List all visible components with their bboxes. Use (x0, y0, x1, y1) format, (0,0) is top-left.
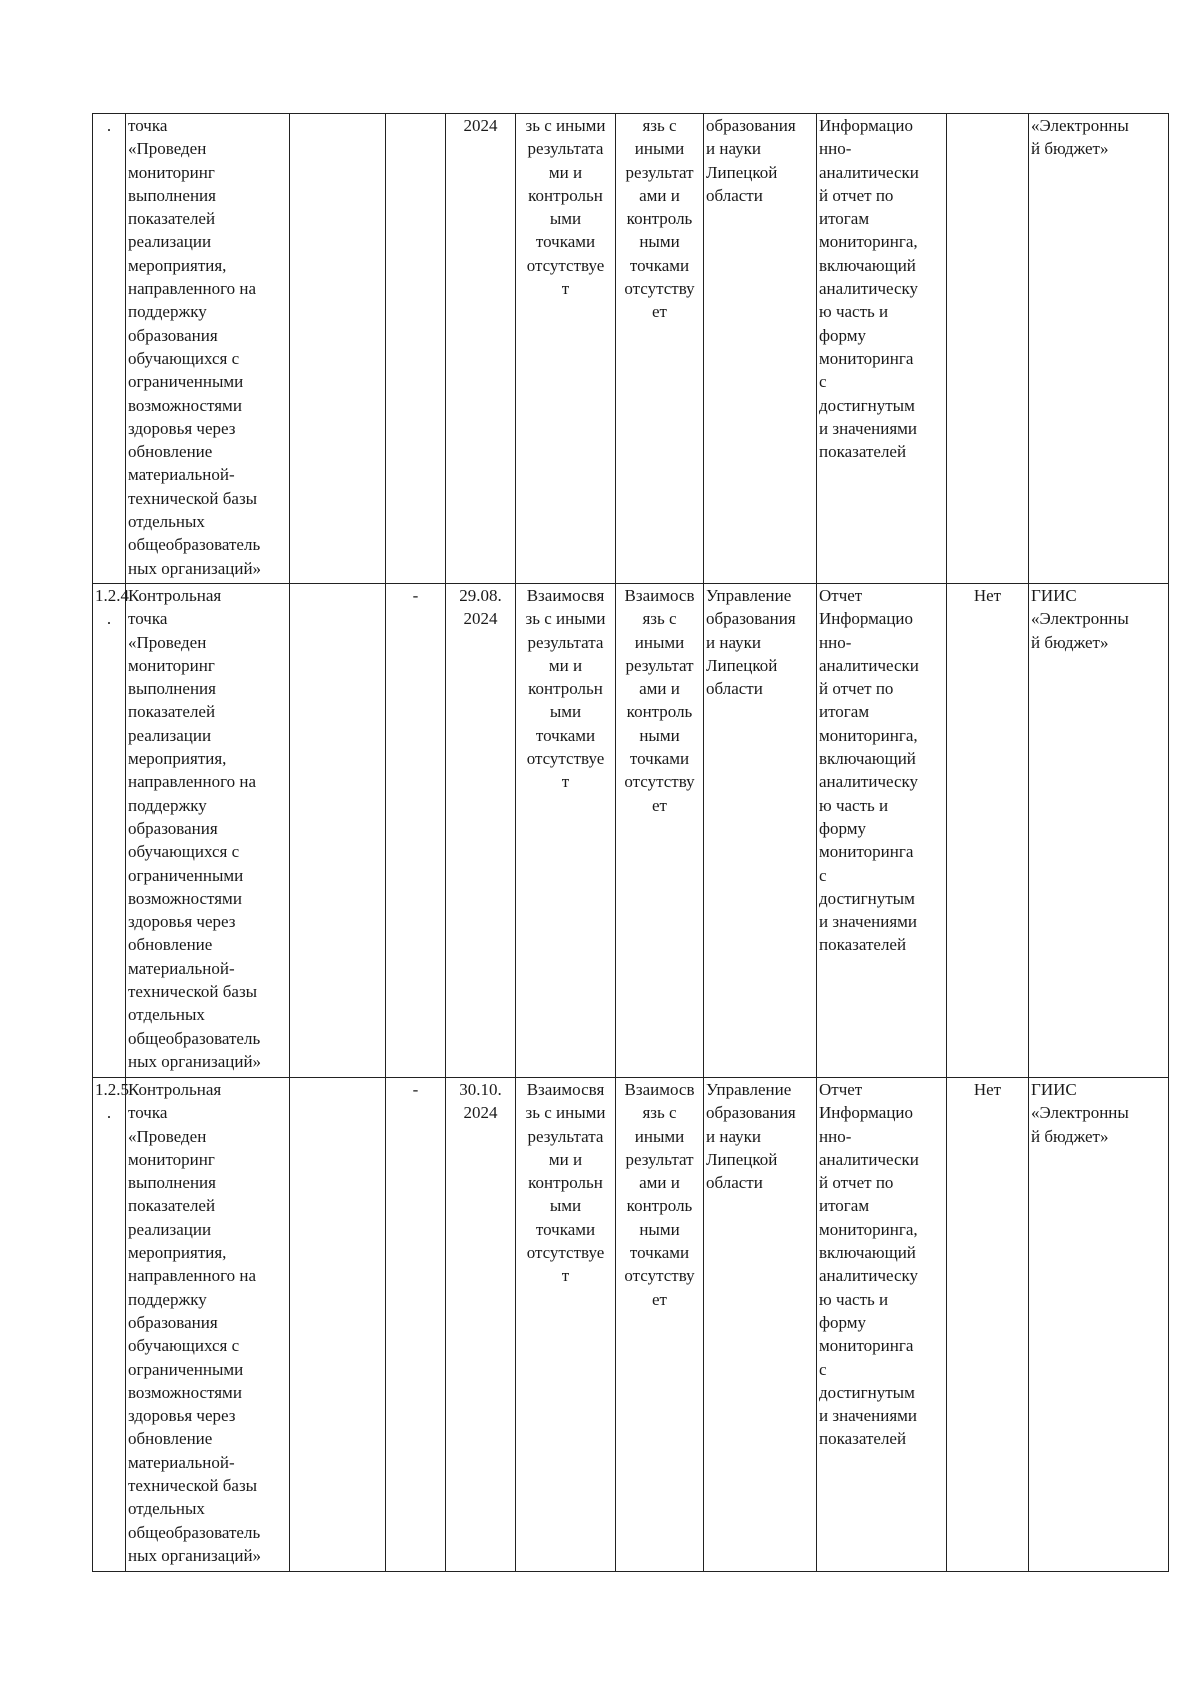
text-line: точка (128, 609, 168, 629)
text-line: язь с (642, 116, 677, 135)
flag-cell (947, 1078, 1029, 1572)
text-line: ГИИС (1031, 586, 1077, 605)
text-line: зь с иными (525, 609, 606, 629)
text-line: Информацио (819, 116, 914, 135)
text-line: отдельных (128, 512, 205, 532)
information-system (1029, 1078, 1169, 1572)
text-line: ных организаций» (128, 1051, 262, 1071)
text-line: Информацио (819, 1103, 914, 1123)
text-line: направленного на (128, 1266, 257, 1286)
text-line: ограниченными (128, 865, 244, 885)
text-line: и значениями (819, 418, 917, 438)
relation-cell (516, 1078, 616, 1572)
due-date (446, 1078, 516, 1572)
text-line: Отчет (819, 586, 863, 605)
text-line: итогам (819, 702, 870, 722)
text-line: . (106, 1103, 112, 1123)
text-line: ными (639, 232, 680, 252)
text-line: отдельных (128, 1005, 205, 1025)
text-line: ет (652, 795, 667, 815)
text-line: отсутствуе (526, 255, 605, 275)
text-line: точка (128, 1103, 168, 1123)
text-line: «Проведен (128, 1126, 207, 1146)
text-line: ми и (548, 655, 583, 675)
text-line: здоровья через (128, 1406, 236, 1426)
text-line: форму (819, 1312, 867, 1332)
document-type (817, 114, 947, 584)
text-line: Взаимосвя (526, 1080, 605, 1099)
text-line: образования (128, 1312, 218, 1332)
text-line: итогам (819, 209, 870, 229)
control-point-name (126, 1078, 290, 1572)
text-line: форму (819, 325, 867, 345)
blank-cell (290, 114, 386, 584)
text-line: Контрольная (128, 1080, 222, 1099)
text-line: отсутству (624, 1266, 695, 1286)
text-line: т (561, 1266, 570, 1286)
text-line: ю часть и (819, 302, 889, 322)
text-line: зь с иными (525, 1103, 606, 1123)
text-line: результата (527, 1126, 604, 1146)
text-line: . (106, 116, 112, 135)
text-line: ет (652, 302, 667, 322)
text-line: ми и (548, 1149, 583, 1169)
text-line: ами и (639, 1173, 680, 1193)
text-line: реализации (128, 232, 212, 252)
row-number (93, 114, 126, 584)
text-line: показателей (819, 935, 907, 955)
text-line: возможностями (128, 888, 242, 908)
text-line: мониторинга, (819, 1219, 918, 1239)
text-line: контрольн (528, 1173, 603, 1193)
text-line: мониторинга (819, 842, 914, 862)
text-line: контрольн (528, 185, 603, 205)
text-line: Взаимосв (624, 586, 695, 605)
relation-cell (516, 584, 616, 1078)
text-line: й отчет по (819, 1173, 894, 1193)
text-line: й отчет по (819, 185, 894, 205)
text-line: ми и (548, 162, 583, 182)
text-line: выполнения (128, 185, 216, 205)
text-line: Информацио (819, 609, 914, 629)
text-line: выполнения (128, 1173, 216, 1193)
text-line: язь с (642, 609, 677, 629)
information-system (1029, 584, 1169, 1078)
text-line: результат (625, 162, 694, 182)
row-number (93, 584, 129, 1078)
text-line: образования (706, 1103, 796, 1123)
text-line: показателей (819, 1429, 907, 1449)
text-line: ограниченными (128, 1359, 244, 1379)
text-line: мероприятия, (128, 255, 227, 275)
text-line: достигнутым (819, 395, 915, 415)
text-line: технической базы (128, 982, 258, 1002)
text-line: нно- (819, 1126, 852, 1146)
text-line: аналитическу (819, 1266, 919, 1286)
document-type (817, 584, 947, 1078)
text-line: форму (819, 818, 867, 838)
text-line: й бюджет» (1031, 632, 1109, 652)
text-line: образования (128, 325, 218, 345)
text-line: здоровья через (128, 418, 236, 438)
text-line: точками (535, 1219, 596, 1239)
text-line: й бюджет» (1031, 1126, 1109, 1146)
text-line: иными (634, 139, 685, 159)
information-system (1029, 114, 1169, 584)
text-line: - (412, 586, 419, 605)
text-line: ограниченными (128, 372, 244, 392)
text-line: 1.2.5 (95, 1080, 129, 1099)
text-line: обучающихся с (128, 1336, 240, 1356)
control-point-name (126, 114, 290, 584)
dash-cell (386, 1078, 446, 1572)
text-line: образования (706, 609, 796, 629)
text-line: контроль (626, 209, 693, 229)
text-line: мониторинг (128, 1149, 215, 1169)
text-line: Отчет (819, 1080, 863, 1099)
text-line: обучающихся с (128, 842, 240, 862)
text-line: реализации (128, 725, 212, 745)
text-line: обновление (128, 935, 213, 955)
table-row (93, 1078, 1169, 1572)
text-line: достигнутым (819, 1382, 915, 1402)
text-line: мониторинга, (819, 725, 918, 745)
text-line: Нет (973, 1080, 1002, 1099)
text-line: Взаимосв (624, 1080, 695, 1099)
text-line: мониторинга (819, 1336, 914, 1356)
text-line: «Электронны (1031, 1103, 1129, 1123)
text-line: ными (639, 725, 680, 745)
text-line: и значениями (819, 912, 917, 932)
text-line: ГИИС (1031, 1080, 1077, 1099)
text-line: ю часть и (819, 795, 889, 815)
relation-cell (616, 584, 704, 1078)
text-line: ыми (549, 209, 582, 229)
text-line: включающий (819, 255, 916, 275)
text-line: материальной- (128, 958, 235, 978)
text-line: реализации (128, 1219, 212, 1239)
text-line: и науки (706, 632, 761, 652)
text-line: мониторинг (128, 162, 215, 182)
text-line: отсутству (624, 279, 695, 299)
text-line: отсутствуе (526, 1243, 605, 1263)
text-line: ыми (549, 1196, 582, 1216)
text-line: области (706, 679, 763, 699)
relation-cell (616, 1078, 704, 1572)
text-line: Взаимосвя (526, 586, 605, 605)
text-line: й отчет по (819, 679, 894, 699)
responsible-body (704, 114, 817, 584)
text-line: аналитически (819, 1149, 919, 1169)
text-line: «Проведен (128, 139, 207, 159)
text-line: язь с (642, 1103, 677, 1123)
text-line: поддержку (128, 795, 207, 815)
text-line: ами и (639, 185, 680, 205)
due-date (446, 114, 516, 584)
text-line: отсутству (624, 772, 695, 792)
text-line: материальной- (128, 1452, 235, 1472)
text-line: Липецкой (706, 1149, 778, 1169)
text-line: выполнения (128, 679, 216, 699)
text-line: ет (652, 1289, 667, 1309)
flag-cell (947, 584, 1029, 1078)
text-line: отдельных (128, 1499, 205, 1519)
text-line: Нет (973, 586, 1002, 605)
text-line: мониторинг (128, 655, 215, 675)
text-line: включающий (819, 1243, 916, 1263)
text-line: технической базы (128, 1476, 258, 1496)
text-line: зь с иными (525, 116, 606, 135)
text-line: поддержку (128, 302, 207, 322)
text-line: точка (128, 116, 168, 135)
text-line: общеобразователь (128, 535, 261, 555)
text-line: аналитическу (819, 772, 919, 792)
relation-cell (616, 114, 704, 584)
text-line: т (561, 772, 570, 792)
text-line: включающий (819, 749, 916, 769)
text-line: показателей (819, 442, 907, 462)
text-line: контроль (626, 1196, 693, 1216)
text-line: Липецкой (706, 162, 778, 182)
text-line: нно- (819, 632, 852, 652)
text-line: аналитическу (819, 279, 919, 299)
text-line: контроль (626, 702, 693, 722)
text-line: й бюджет» (1031, 139, 1109, 159)
text-line: ными (639, 1219, 680, 1239)
text-line: Контрольная (128, 586, 222, 605)
text-line: Липецкой (706, 655, 778, 675)
relation-cell (516, 114, 616, 584)
text-line: и науки (706, 139, 761, 159)
text-line: аналитически (819, 655, 919, 675)
text-line: мониторинга, (819, 232, 918, 252)
text-line: показателей (128, 209, 216, 229)
text-line: обучающихся с (128, 348, 240, 368)
text-line: с (819, 865, 827, 885)
text-line: Управление (706, 586, 792, 605)
text-line: направленного на (128, 279, 257, 299)
text-line: . (106, 609, 112, 629)
text-line: достигнутым (819, 888, 915, 908)
text-line: с (819, 372, 827, 392)
text-line: аналитически (819, 162, 919, 182)
text-line: образования (128, 818, 218, 838)
text-line: возможностями (128, 395, 242, 415)
text-line: общеобразователь (128, 1522, 261, 1542)
flag-cell (947, 114, 1029, 584)
text-line: ю часть и (819, 1289, 889, 1309)
text-line: общеобразователь (128, 1028, 261, 1048)
text-line: точками (535, 232, 596, 252)
text-line: технической базы (128, 488, 258, 508)
text-line: точками (629, 255, 690, 275)
text-line: материальной- (128, 465, 235, 485)
text-line: 2024 (463, 609, 498, 629)
text-line: направленного на (128, 772, 257, 792)
text-line: точками (535, 725, 596, 745)
dash-cell (386, 114, 446, 584)
text-line: «Электронны (1031, 116, 1129, 135)
text-line: 1.2.4 (95, 586, 129, 605)
text-line: отсутствуе (526, 749, 605, 769)
text-line: области (706, 185, 763, 205)
text-line: иными (634, 1126, 685, 1146)
blank-cell (290, 584, 386, 1078)
text-line: результата (527, 139, 604, 159)
text-line: обновление (128, 1429, 213, 1449)
responsible-body (704, 1078, 817, 1572)
dash-cell (386, 584, 446, 1078)
text-line: показателей (128, 702, 216, 722)
text-line: ных организаций» (128, 558, 262, 578)
text-line: поддержку (128, 1289, 207, 1309)
text-line: и науки (706, 1126, 761, 1146)
row-number (93, 1078, 129, 1572)
text-line: - (412, 1080, 419, 1099)
text-line: результат (625, 655, 694, 675)
table-row (93, 584, 1169, 1078)
text-line: результат (625, 1149, 694, 1169)
text-line: ных организаций» (128, 1545, 262, 1565)
text-line: ыми (549, 702, 582, 722)
text-line: контрольн (528, 679, 603, 699)
text-line: Управление (706, 1080, 792, 1099)
text-line: «Проведен (128, 632, 207, 652)
text-line: с (819, 1359, 827, 1379)
due-date (446, 584, 516, 1078)
text-line: ами и (639, 679, 680, 699)
text-line: нно- (819, 139, 852, 159)
text-line: т (561, 279, 570, 299)
text-line: «Электронны (1031, 609, 1129, 629)
text-line: показателей (128, 1196, 216, 1216)
text-line: области (706, 1173, 763, 1193)
text-line: мероприятия, (128, 1243, 227, 1263)
text-line: и значениями (819, 1406, 917, 1426)
document-type (817, 1078, 947, 1572)
text-line: возможностями (128, 1382, 242, 1402)
table-row (93, 114, 1169, 584)
text-line: 2024 (463, 1103, 498, 1123)
text-line: 2024 (463, 116, 498, 135)
text-line: 29.08. (459, 586, 502, 605)
text-line: результата (527, 632, 604, 652)
text-line: точками (629, 749, 690, 769)
text-line: мониторинга (819, 348, 914, 368)
text-line: 30.10. (459, 1080, 502, 1099)
control-point-name (126, 584, 290, 1078)
text-line: иными (634, 632, 685, 652)
control-points-table (92, 113, 1169, 1572)
text-line: здоровья через (128, 912, 236, 932)
text-line: образования (706, 116, 796, 135)
text-line: итогам (819, 1196, 870, 1216)
text-line: обновление (128, 442, 213, 462)
text-line: мероприятия, (128, 749, 227, 769)
text-line: точками (629, 1243, 690, 1263)
responsible-body (704, 584, 817, 1078)
blank-cell (290, 1078, 386, 1572)
